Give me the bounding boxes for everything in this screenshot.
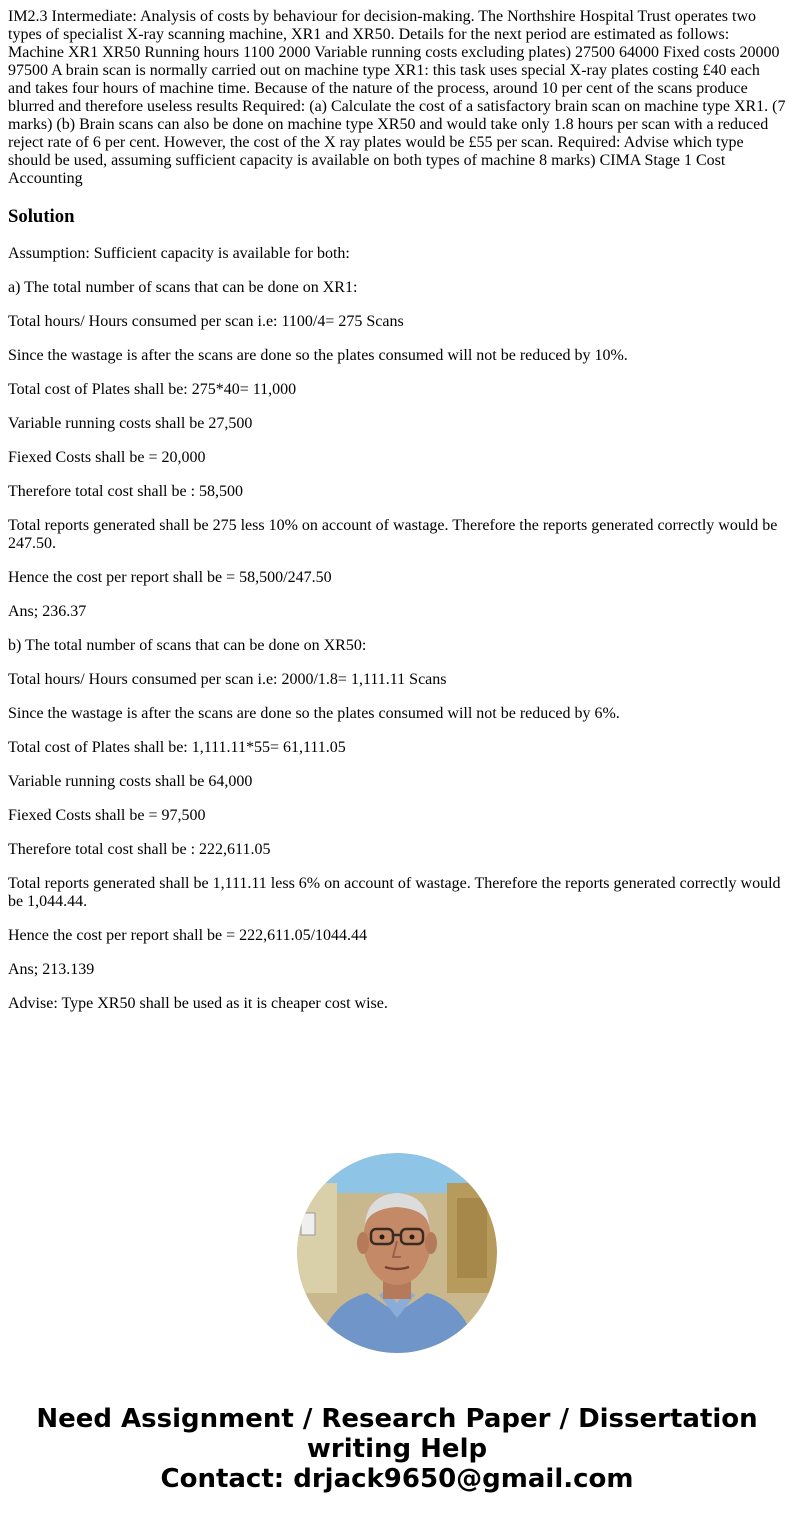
question-text: IM2.3 Intermediate: Analysis of costs by behaviour for decision-making. The Northshire Hospital Trust operates two types of specialist X-ray scanning machine, XR1 and XR50. Details for the next period are estimated as follows: Machine XR1 XR50 Running hours 1100 2000 Variable running costs excluding plates) 27500 64000 Fixed costs 20000 97500 A brain scan is normally carried out on machine type XR1: this task uses special X-ray plates costing £40 each and takes four hours of machine time. Because of the nature of the process, around 10 per cent of the scans produce blurred and therefore useless results Required: (a) Calculate the cost of a satisfactory brain scan on machine type XR1. (7 marks) (b) Brain scans can also be done on machine type XR50 and would take only 1.8 hours per scan with a reduced reject rate of 6 per cent. However, the cost of the X ray plates would be £55 per scan. Required: Advise which type should be used, assuming sufficient capacity is available on both types of machine 8 marks) CIMA Stage 1 Cost Accounting <box>8 8 786 187</box>
solution-heading: Solution <box>8 206 75 227</box>
solution-paragraph: Total cost of Plates shall be: 1,111.11*55= 61,111.05 <box>8 739 346 756</box>
solution-paragraph: Hence the cost per report shall be = 222,611.05/1044.44 <box>8 927 368 944</box>
promo-banner <box>0 1404 794 1494</box>
solution-paragraph: Total cost of Plates shall be: 275*40= 11,000 <box>8 381 297 398</box>
solution-paragraph: Total hours/ Hours consumed per scan i.e: 1100/4= 275 Scans <box>8 313 404 330</box>
promo-line-1: Need Assignment / Research Paper / Dissertation <box>36 1404 758 1434</box>
solution-paragraph: Therefore total cost shall be : 58,500 <box>8 483 244 500</box>
solution-paragraph: Hence the cost per report shall be = 58,500/247.50 <box>8 569 332 586</box>
solution-paragraph: b) The total number of scans that can be done on XR50: <box>8 637 367 654</box>
author-avatar <box>297 1153 497 1353</box>
solution-paragraph: Advise: Type XR50 shall be used as it is cheaper cost wise. <box>8 995 388 1012</box>
solution-paragraph: Since the wastage is after the scans are done so the plates consumed will not be reduced by 6%. <box>8 705 620 722</box>
solution-paragraph: Since the wastage is after the scans are done so the plates consumed will not be reduced by 10%. <box>8 347 628 364</box>
solution-paragraph: Therefore total cost shall be : 222,611.05 <box>8 841 271 858</box>
author-photo-illustration <box>297 1153 497 1353</box>
solution-paragraph: a) The total number of scans that can be done on XR1: <box>8 279 358 296</box>
document-content <box>8 8 786 1029</box>
solution-body <box>8 245 786 1013</box>
solution-paragraph: Assumption: Sufficient capacity is available for both: <box>8 245 350 262</box>
solution-paragraph: Variable running costs shall be 27,500 <box>8 415 253 432</box>
solution-paragraph: Variable running costs shall be 64,000 <box>8 773 253 790</box>
solution-paragraph: Total hours/ Hours consumed per scan i.e: 2000/1.8= 1,111.11 Scans <box>8 671 447 688</box>
solution-paragraph: Fiexed Costs shall be = 97,500 <box>8 807 206 824</box>
solution-paragraph: Total reports generated shall be 275 less 10% on account of wastage. Therefore the reports generated correctly would be 247.50. <box>8 517 778 552</box>
promo-contact: Contact: drjack9650@gmail.com <box>160 1464 634 1494</box>
solution-paragraph: Total reports generated shall be 1,111.11 less 6% on account of wastage. Therefore the reports generated correctly would be 1,044.44. <box>8 875 781 910</box>
promo-line-2: writing Help <box>306 1434 488 1464</box>
solution-paragraph: Ans; 213.139 <box>8 961 95 978</box>
solution-paragraph: Ans; 236.37 <box>8 603 87 620</box>
solution-paragraph: Fiexed Costs shall be = 20,000 <box>8 449 206 466</box>
